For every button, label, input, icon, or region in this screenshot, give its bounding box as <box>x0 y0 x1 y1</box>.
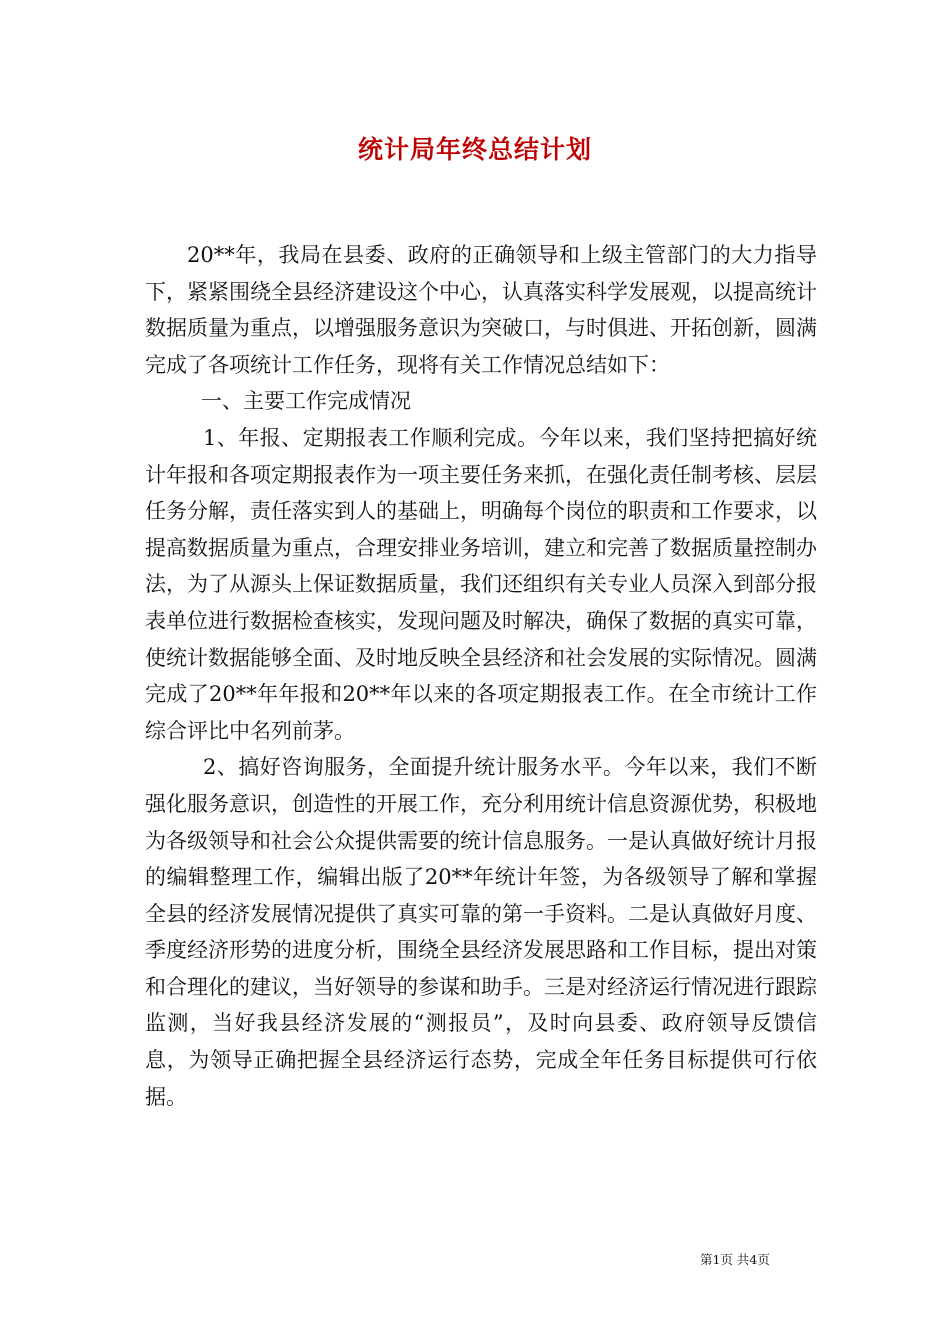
page-number: 第1页 共4页 <box>700 1252 770 1267</box>
section-heading: 一、主要工作完成情况 <box>201 389 411 414</box>
document-body <box>145 237 817 1115</box>
item-paragraph-2: 2、搞好咨询服务，全面提升统计服务水平。今年以来，我们不断强化服务意识，创造性的开展工作，充分利用统计信息资源优势，积极地为各级领导和社会公众提供需要的统计信息服务。一是认真做好统计月报的编辑整理工作，编辑出版了20**年统计年签，为各级领导了解和掌握全县的经济发展情况提供了真实可靠的第一手资料。二是认真做好月度、季度经济形势的进度分析，围绕全县经济发展思路和工作目标，提出对策和合理化的建议，当好领导的参谋和助手。三是对经济运行情况进行跟踪监测，当好我县经济发展的“测报员”，及时向县委、政府领导反馈信息，为领导正确把握全县经济运行态势，完成全年任务目标提供可行依据。 <box>145 755 817 1109</box>
document-title: 统计局年终总结计划 <box>357 135 592 164</box>
item-paragraph-1: 1、年报、定期报表工作顺利完成。今年以来，我们坚持把搞好统计年报和各项定期报表作为一项主要任务来抓，在强化责任制考核、层层任务分解，责任落实到人的基础上，明确每个岗位的职责和工作要求，以提高数据质量为重点，合理安排业务培训，建立和完善了数据质量控制办法，为了从源头上保证数据质量，我们还组织有关专业人员深入到部分报表单位进行数据检查核实，发现问题及时解决，确保了数据的真实可靠，使统计数据能够全面、及时地反映全县经济和社会发展的实际情况。圆满完成了20**年年报和20**年以来的各项定期报表工作。在全市统计工作综合评比中名列前茅。 <box>145 425 817 743</box>
intro-paragraph: 20**年，我局在县委、政府的正确领导和上级主管部门的大力指导下，紧紧围绕全县经济建设这个中心，认真落实科学发展观，以提高统计数据质量为重点，以增强服务意识为突破口，与时俱进、开拓创新，圆满完成了各项统计工作任务，现将有关工作情况总结如下： <box>145 243 817 377</box>
